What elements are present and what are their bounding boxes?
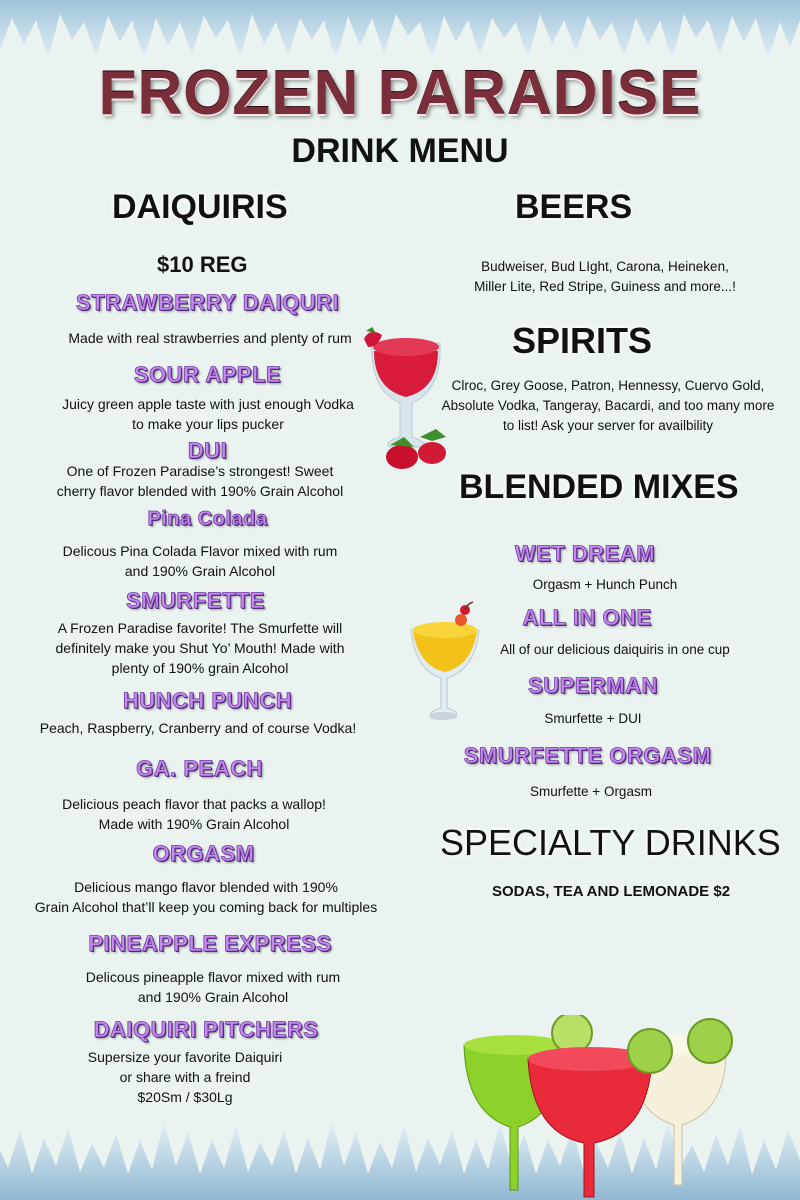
spirits-list: Clroc, Grey Goose, Patron, Hennessy, Cuervo Gold, Absolute Vodka, Tangeray, Bacardi, and too many more to list! Ask your server for availbility [441, 378, 775, 433]
menu-item-desc: Delicous Pina Colada Flavor mixed with rum and 190% Grain Alcohol [62, 543, 338, 579]
blended-item-desc: Smurfette + Orgasm [530, 784, 652, 799]
menu-item-desc: Delicious peach flavor that packs a wallop! Made with 190% Grain Alcohol [62, 796, 326, 832]
menu-item-name: SMURFETTE [126, 588, 265, 613]
specialty-drinks-heading: SPECIALTY DRINKS [440, 822, 781, 863]
page-title: FROZEN PARADISE [98, 59, 702, 128]
three-daiquiri-glasses-image [460, 1015, 750, 1200]
menu-item-name: Pina Colada [147, 508, 268, 530]
menu-item-desc: Supersize your favorite Daiquiri or share with a freind $20Sm / $30Lg [87, 1049, 283, 1105]
menu-item-desc: One of Frozen Paradise’s strongest! Sweet cherry flavor blended with 190% Grain Alcohol [56, 463, 344, 499]
menu-item-name: GA. PEACH [136, 756, 263, 781]
beers-heading: BEERS [515, 188, 633, 226]
menu-item-desc: Made with real strawberries and plenty of rum [68, 330, 352, 346]
menu-item-name: DUI [187, 438, 228, 463]
menu-item-name: STRAWBERRY DAIQURI [75, 290, 340, 315]
menu-item-name: SOUR APPLE [133, 362, 282, 387]
daiquiris-price: $10 REG [157, 252, 248, 277]
menu-item-name: ORGASM [152, 841, 255, 866]
beers-list: Budweiser, Bud LIght, Carona, Heineken, Miller Lite, Red Stripe, Guiness and more...! [474, 259, 736, 294]
specialty-drinks-line: SODAS, TEA AND LEMONADE $2 [491, 883, 731, 900]
menu-item-desc: Peach, Raspberry, Cranberry and of course Vodka! [39, 720, 357, 736]
menu-item-desc: Juicy green apple taste with just enough Vodka to make your lips pucker [62, 396, 354, 432]
blended-item-name: ALL IN ONE [522, 605, 652, 630]
blended-item-name: WET DREAM [514, 541, 656, 566]
blended-item-name: SUPERMAN [528, 673, 658, 698]
blended-item-desc: Smurfette + DUI [544, 711, 642, 726]
menu-item-desc: Delicious mango flavor blended with 190% Grain Alcohol that’ll keep you coming back for multiples [34, 879, 378, 915]
blended-mixes-heading: BLENDED MIXES [459, 468, 739, 506]
menu-item-name: DAIQUIRI PITCHERS [93, 1017, 319, 1042]
blended-item-desc: Orgasm + Hunch Punch [532, 577, 678, 592]
spirits-heading: SPIRITS [512, 320, 653, 361]
yellow-margarita-glass-image [405, 600, 485, 730]
menu-item-name: HUNCH PUNCH [122, 688, 293, 713]
menu-item-desc: Delicous pineapple flavor mixed with rum and 190% Grain Alcohol [85, 969, 341, 1005]
page-subtitle: DRINK MENU [291, 132, 509, 170]
menu-item-desc: A Frozen Paradise favorite! The Smurfette will definitely make you Shut Yo’ Mouth! Made with plenty of 190% grain Alcohol [55, 620, 345, 676]
blended-item-desc: All of our delicious daiquiris in one cup [500, 642, 730, 657]
blended-item-name: SMURFETTE ORGASM [463, 743, 712, 768]
daiquiris-heading: DAIQUIRIS [112, 188, 288, 226]
menu-item-name: PINEAPPLE EXPRESS [88, 931, 332, 956]
